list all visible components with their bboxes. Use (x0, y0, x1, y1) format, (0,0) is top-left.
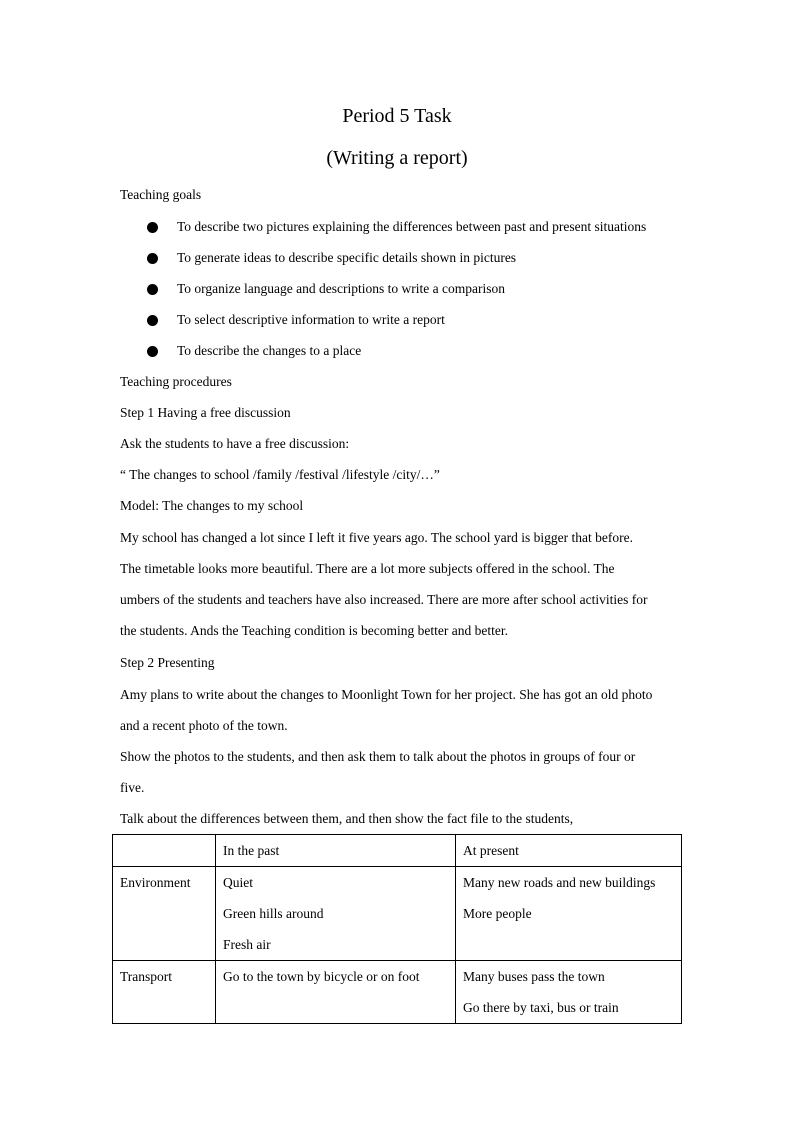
page-title: Period 5 Task (342, 105, 452, 127)
table-cell (456, 961, 682, 1024)
table-cell (113, 867, 216, 961)
cell-line: Go there by taxi, bus or train (463, 1000, 619, 1015)
teaching-goals-heading: Teaching goals (120, 187, 202, 202)
fact-file-table (112, 834, 682, 1024)
cell-line: Green hills around (223, 906, 324, 921)
goal-item: To describe the changes to a place (177, 343, 362, 358)
table-cell (113, 961, 216, 1024)
table-row (113, 867, 682, 961)
paragraph-line: Amy plans to write about the changes to Moonlight Town for her project. She has got an old photo (120, 687, 653, 702)
bullet-icon (147, 346, 158, 357)
goal-item: To describe two pictures explaining the differences between past and present situations (177, 219, 647, 234)
step2-paragraph-3: Talk about the differences between them, and then show the fact file to the students, (120, 811, 574, 826)
paragraph-line: Show the photos to the students, and then ask them to talk about the photos in groups of four or (120, 749, 636, 764)
table-cell (216, 961, 456, 1024)
step2-paragraph-2 (120, 741, 674, 803)
step1-instruction: Ask the students to have a free discussion: (120, 436, 350, 451)
cell-line: In the past (223, 843, 280, 858)
cell-line: Transport (120, 969, 173, 984)
bullet-icon (147, 284, 158, 295)
step2-paragraph-1 (120, 679, 674, 741)
cell-line: Fresh air (223, 937, 271, 952)
paragraph-line: and a recent photo of the town. (120, 718, 288, 733)
paragraph-line: umbers of the students and teachers have also increased. There are more after school activities for (120, 592, 648, 607)
model-heading: Model: The changes to my school (120, 498, 304, 513)
bullet-icon (147, 222, 158, 233)
table-cell (456, 867, 682, 961)
discussion-topics: “ The changes to school /family /festival /lifestyle /city/…” (120, 467, 440, 482)
model-paragraph (120, 522, 674, 646)
page-subtitle: (Writing a report) (326, 147, 468, 169)
bullet-icon (147, 253, 158, 264)
table-header-row (113, 835, 682, 867)
paragraph-line: five. (120, 780, 145, 795)
cell-line: Many new roads and new buildings (463, 875, 656, 890)
cell-line: More people (463, 906, 532, 921)
table-cell (216, 867, 456, 961)
goal-item: To select descriptive information to write a report (177, 312, 445, 327)
procedures-heading: Teaching procedures (120, 374, 232, 389)
step1-heading: Step 1 Having a free discussion (120, 405, 291, 420)
paragraph-line: the students. Ands the Teaching condition is becoming better and better. (120, 623, 508, 638)
cell-line: At present (463, 843, 519, 858)
cell-line: Go to the town by bicycle or on foot (223, 969, 420, 984)
cell-line (120, 835, 208, 866)
cell-line: Quiet (223, 875, 253, 890)
table-header-cell (456, 835, 682, 867)
bullet-icon (147, 315, 158, 326)
cell-line: Environment (120, 875, 191, 890)
table-header-cell (216, 835, 456, 867)
table-header-cell (113, 835, 216, 867)
cell-line: Many buses pass the town (463, 969, 605, 984)
paragraph-line: The timetable looks more beautiful. There are a lot more subjects offered in the school. The (120, 561, 615, 576)
goal-item: To generate ideas to describe specific details shown in pictures (177, 250, 517, 265)
goal-item: To organize language and descriptions to write a comparison (177, 281, 505, 296)
step2-heading: Step 2 Presenting (120, 655, 215, 670)
table-row (113, 961, 682, 1024)
paragraph-line: My school has changed a lot since I left it five years ago. The school yard is bigger that before. (120, 530, 633, 545)
